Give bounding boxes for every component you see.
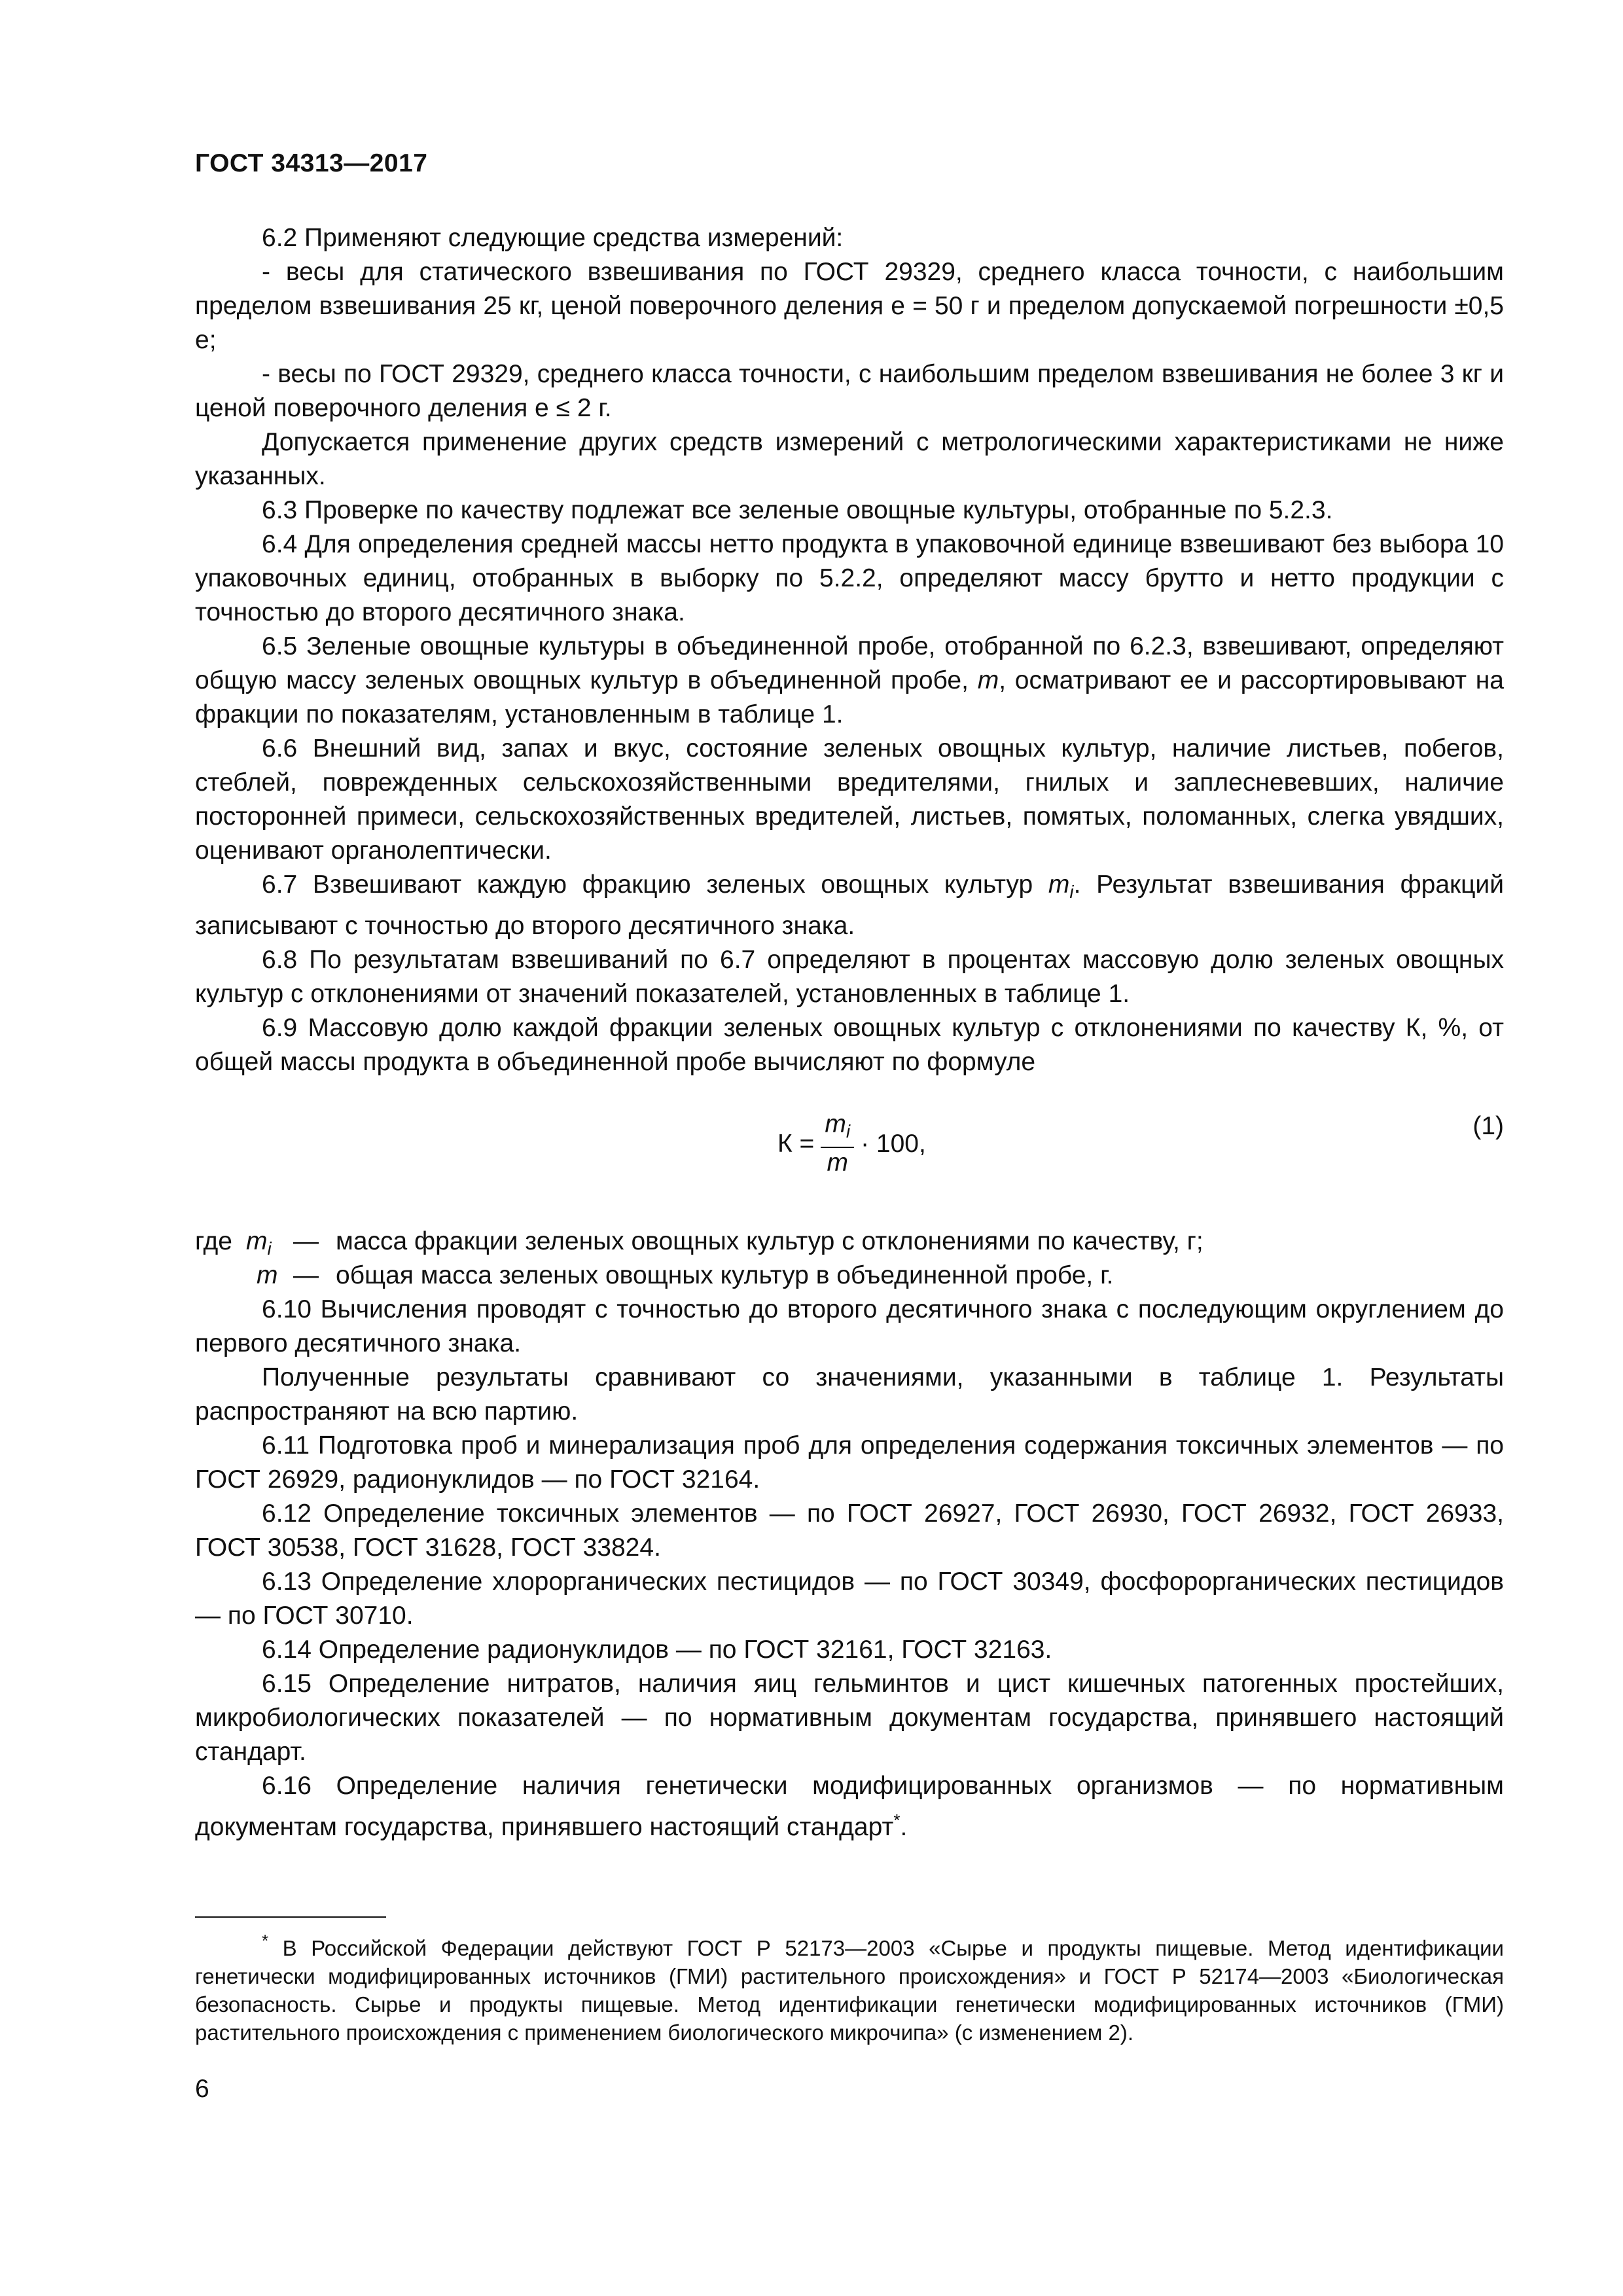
paragraph-6-5-text-a: 6.5 Зеленые овощные культуры в объединенной пробе, отобранной по 6.2.3, взвешивают, определяют общую массу зеленых овощных культур в объединенной пробе,: [195, 632, 1504, 694]
formula-block: [195, 1098, 1504, 1196]
paragraph-6-13: 6.13 Определение хлорорганических пестицидов — по ГОСТ 30349, фосфорорганических пестицидов — по ГОСТ 30710.: [195, 1568, 1504, 1630]
paragraph-6-7-text-a: 6.7 Взвешивают каждую фракцию зеленых овощных культур: [262, 870, 1048, 899]
paragraph-6-14: 6.14 Определение радионуклидов — по ГОСТ 32161, ГОСТ 32163.: [262, 1636, 1052, 1664]
paragraph-6-12: 6.12 Определение токсичных элементов — по ГОСТ 26927, ГОСТ 26930, ГОСТ 26932, ГОСТ 26933, ГОСТ 30538, ГОСТ 31628, ГОСТ 33824.: [195, 1499, 1504, 1562]
numerator-sub: i: [846, 1121, 851, 1141]
paragraph-6-6: 6.6 Внешний вид, запах и вкус, состояние зеленых овощных культур, наличие листьев, побегов, стеблей, поврежденных сельскохозяйственными вредителями, гнилых и заплесневевших, наличие посторонней примеси, сельскохозяйственных вредителей, листьев, помятых, поломанных, слегка увядших, оценивают органолептически.: [195, 734, 1504, 865]
paragraph-other-instruments: Допускается применение других средств измерений с метрологическими характеристиками не ниже указанных.: [195, 428, 1504, 490]
paragraph-6-16-end: .: [900, 1813, 908, 1841]
page-number: 6: [195, 2075, 209, 2103]
variable-m: m: [977, 666, 999, 694]
paragraph-6-16: [195, 1769, 1504, 1844]
footnote-marker[interactable]: *: [893, 1810, 901, 1830]
formula-number: (1): [1472, 1112, 1504, 1140]
formula-numerator: [821, 1109, 854, 1148]
where-row-2: [195, 1259, 1504, 1293]
paragraph-6-10: 6.10 Вычисления проводят с точностью до второго десятичного знака с последующим округлением до первого десятичного знака.: [195, 1295, 1504, 1357]
paragraph-6-5-text-b: , осматривают ее и рассортировывают на фракции по показателям, установленным в таблице 1.: [195, 666, 1504, 728]
where-row-1: [195, 1225, 1504, 1259]
paragraph-6-7: [195, 868, 1504, 943]
where-definition-1: масса фракции зеленых овощных культур с отклонениями по качеству, г;: [336, 1227, 1204, 1255]
paragraph-6-11: 6.11 Подготовка проб и минерализация проб для определения содержания токсичных элементов — по ГОСТ 26929, радионуклидов — по ГОСТ 32164.: [195, 1431, 1504, 1494]
standard-header: ГОСТ 34313—2017: [195, 149, 428, 177]
where-symbol-sub: i: [267, 1238, 272, 1259]
paragraph-6-15: 6.15 Определение нитратов, наличия яиц гельминтов и цист кишечных патогенных простейших, микробиологических показателей — по нормативным документам государства, принявшего настоящий стандарт.: [195, 1670, 1504, 1766]
formula-lhs: К =: [777, 1129, 815, 1158]
paragraph-scales-2: - весы по ГОСТ 29329, среднего класса точности, с наибольшим пределом взвешивания не более 3 кг и ценой поверочного деления е ≤ 2 г.: [195, 360, 1504, 422]
where-symbol-m: m: [246, 1227, 268, 1255]
paragraph-6-9: 6.9 Массовую долю каждой фракции зеленых овощных культур с отклонениями по качеству К, %, от общей массы продукта в объединенной пробе вычисляют по формуле: [195, 1014, 1504, 1076]
paragraph-6-2: 6.2 Применяют следующие средства измерений:: [262, 224, 844, 252]
formula-fraction: [821, 1109, 854, 1178]
where-label: где: [195, 1227, 232, 1255]
where-definition-2: общая масса зеленых овощных культур в объединенной пробе, г.: [336, 1261, 1114, 1289]
variable-m: m: [1048, 870, 1070, 899]
footnote-text: [195, 1927, 1504, 2047]
where-dash: —: [293, 1227, 319, 1255]
where-symbol-m2: m: [257, 1261, 278, 1289]
paragraph-6-5: [195, 630, 1504, 732]
formula-rhs: · 100,: [861, 1129, 926, 1158]
paragraph-6-16-text: 6.16 Определение наличия генетически модифицированных организмов — по нормативным документам государства, принявшего настоящий стандарт: [195, 1772, 1504, 1841]
footnote-mark: *: [262, 1931, 269, 1950]
formula: [777, 1109, 926, 1178]
paragraph-6-4: 6.4 Для определения средней массы нетто продукта в упаковочной единице взвешивают без выбора 10 упаковочных единиц, отобранных в выборку по 5.2.2, определяют массу брутто и нетто продукции с точностью до второго десятичного знака.: [195, 530, 1504, 626]
paragraph-6-3: 6.3 Проверке по качеству подлежат все зеленые овощные культуры, отобранные по 5.2.3.: [262, 496, 1333, 524]
formula-denominator: m: [827, 1149, 848, 1177]
paragraph-6-8: 6.8 По результатам взвешиваний по 6.7 определяют в процентах массовую долю зеленых овощных культур с отклонениями от значений показателей, установленных в таблице 1.: [195, 946, 1504, 1008]
paragraph-6-7-text-b: . Результат взвешивания фракций записывают с точностью до второго десятичного знака.: [195, 870, 1505, 940]
footnote-divider: [195, 1916, 386, 1918]
paragraph-scales-1: - весы для статического взвешивания по ГОСТ 29329, среднего класса точности, с наибольшим пределом взвешивания 25 кг, ценой поверочного деления e = 50 г и пределом допускаемой погрешности ±0,5 е;: [195, 258, 1504, 354]
footnote-body: В Российской Федерации действуют ГОСТ Р 52173—2003 «Сырье и продукты пищевые. Метод идентификации генетически модифицированных источников (ГМИ) растительного происхождения» и ГОСТ Р 52174—2003 «Биологическая безопасность. Сырье и продукты пищевые. Метод идентификации генетически модифицированных источников (ГМИ) растительного происхождения с применением биологического микрочипа» (с изменением 2).: [195, 1936, 1504, 2045]
document-body: [195, 221, 1504, 1844]
footnote: [195, 1927, 1504, 2047]
subscript-i: i: [1069, 882, 1074, 902]
paragraph-results: Полученные результаты сравнивают со значениями, указанными в таблице 1. Результаты распространяют на всю партию.: [195, 1363, 1504, 1426]
where-dash: —: [293, 1261, 319, 1289]
numerator-var: m: [825, 1110, 846, 1138]
